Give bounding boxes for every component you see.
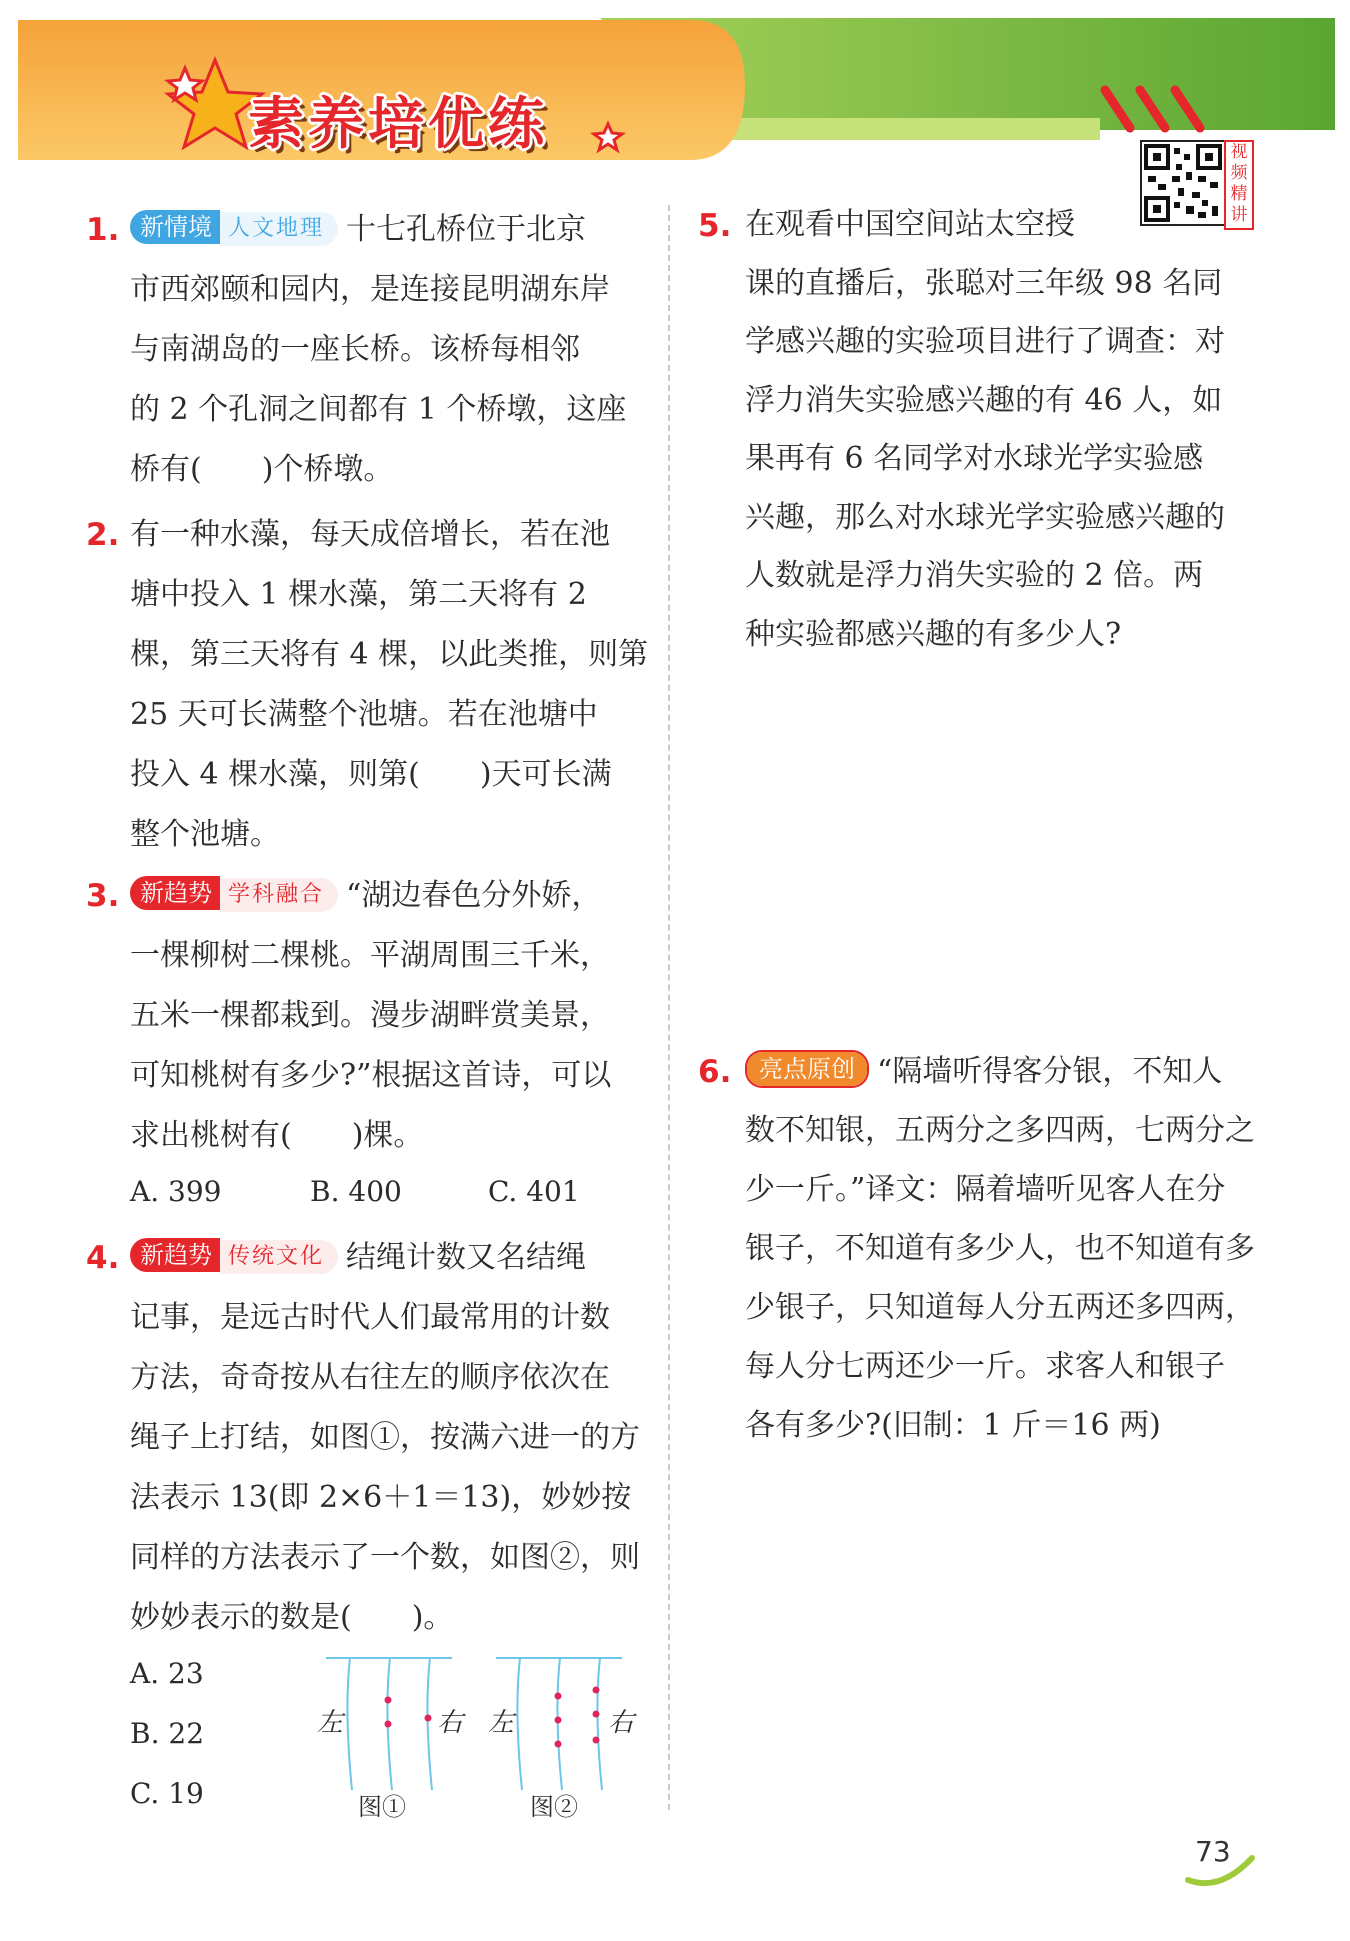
q4-option-b[interactable]: B. 22 (130, 1717, 205, 1750)
knot-dot (555, 1741, 562, 1748)
column-divider (668, 205, 670, 1810)
q4-tag (130, 1238, 338, 1272)
q1-number: 1. (86, 212, 120, 248)
q6-line: “隔墙听得客分银，不知人 (877, 1054, 1223, 1089)
knot-dot (555, 1693, 562, 1700)
q2-line: 25 天可长满整个池塘。若在池塘中 (130, 697, 598, 732)
q6-tag (745, 1050, 869, 1088)
knot-figures (320, 1650, 630, 1795)
q3-option-a[interactable]: A. 399 (130, 1175, 222, 1208)
q3-number: 3. (86, 878, 120, 914)
q5-line: 兴趣，那么对水球光学实验感兴趣的 (745, 499, 1225, 535)
knot-dot (593, 1711, 600, 1718)
q3-option-b[interactable]: B. 400 (310, 1175, 402, 1208)
knot-dot (555, 1717, 562, 1724)
q2-line: 塘中投入 1 棵水藻，第二天将有 2 (130, 577, 587, 612)
q1-line: 桥有( )个桥墩。 (130, 452, 394, 487)
q6-line: 各有多少?(旧制：1 斤＝16 两) (745, 1408, 1161, 1443)
knot-dot (425, 1715, 432, 1722)
q2-number: 2. (86, 517, 120, 553)
q6-line: 银子，不知道有多少人，也不知道有多 (745, 1231, 1255, 1266)
q4-line: 同样的方法表示了一个数，如图②，则 (130, 1540, 640, 1575)
q3-line: 五米一棵都栽到。漫步湖畔赏美景， (130, 998, 610, 1033)
q3-tag (130, 876, 338, 910)
q5-line: 学感兴趣的实验项目进行了调查：对 (745, 324, 1225, 359)
q5-line: 果再有 6 名同学对水球光学实验感 (745, 441, 1204, 476)
q3-line: 可知桃树有多少?”根据这首诗，可以 (130, 1058, 612, 1093)
q6-line: 少银子，只知道每人分五两还多四两， (745, 1290, 1255, 1325)
q1-tag-main: 新情境 (130, 210, 220, 244)
q5-line: 种实验都感兴趣的有多少人? (745, 616, 1122, 652)
q4-option-a[interactable]: A. 23 (130, 1657, 204, 1690)
q1-line: 的 2 个孔洞之间都有 1 个桥墩，这座 (130, 392, 627, 427)
q1-line: 十七孔桥位于北京 (346, 212, 587, 247)
q4-line: 绳子上打结，如图①，按满六进一的方 (130, 1420, 640, 1455)
q3-line: “湖边春色分外娇， (346, 878, 602, 913)
q4-line: 结绳计数又名结绳 (346, 1240, 587, 1275)
question-3 (130, 866, 650, 1166)
q3-option-c[interactable]: C. 401 (488, 1175, 580, 1208)
q2-line: 整个池塘。 (130, 817, 280, 852)
knot-dot (593, 1687, 600, 1694)
figure-2-rope (496, 1658, 622, 1790)
q4-tag-main: 新趋势 (130, 1238, 220, 1272)
q2-line: 棵，第三天将有 4 棵，以此类推，则第 (130, 637, 649, 672)
q6-tag-main: 亮点原创 (747, 1052, 867, 1086)
q5-line: 在观看中国空间站太空授 (745, 207, 1075, 242)
q4-line: 妙妙表示的数是( )。 (130, 1600, 454, 1635)
q2-line: 投入 4 棵水藻，则第( )天可长满 (130, 757, 612, 792)
question-6 (745, 1042, 1265, 1455)
page-title: 素养培优练 (248, 92, 548, 157)
q5-line: 课的直播后，张聪对三年级 98 名同 (745, 265, 1223, 301)
q1-line: 市西郊颐和园内，是连接昆明湖东岸 (130, 272, 610, 307)
q1-tag (130, 210, 338, 244)
q1-line: 与南湖岛的一座长桥。该桥每相邻 (130, 332, 580, 367)
fig2-right-label: 右 (608, 1708, 635, 1738)
q5-line: 浮力消失实验感兴趣的有 46 人，如 (745, 382, 1223, 418)
q4-line: 方法，奇奇按从右往左的顺序依次在 (130, 1360, 610, 1395)
question-1 (130, 200, 650, 500)
q5-number: 5. (698, 208, 732, 244)
q1-tag-sub: 人文地理 (220, 212, 338, 246)
q3-tag-sub: 学科融合 (220, 878, 338, 912)
q3-line: 一棵柳树二棵桃。平湖周围三千米， (130, 938, 610, 973)
knot-dot (385, 1697, 392, 1704)
page-number: 73 (1195, 1835, 1231, 1868)
q4-line: 记事，是远古时代人们最常用的计数 (130, 1300, 610, 1335)
q6-number: 6. (698, 1054, 732, 1090)
question-5 (745, 196, 1265, 664)
q5-line: 人数就是浮力消失实验的 2 倍。两 (745, 558, 1204, 593)
q2-line: 有一种水藻，每天成倍增长，若在池 (130, 517, 610, 552)
fig1-caption: 图① (358, 1793, 406, 1821)
fig1-right-label: 右 (437, 1708, 464, 1738)
fig1-left-label: 左 (317, 1708, 344, 1738)
knot-dot (385, 1721, 392, 1728)
qr-label: 视频精讲 (1224, 140, 1254, 230)
q4-line: 法表示 13(即 2×6＋1＝13)，妙妙按 (130, 1480, 632, 1515)
question-2 (130, 505, 650, 865)
q4-option-c[interactable]: C. 19 (130, 1777, 204, 1810)
figure-1-rope (326, 1658, 452, 1790)
knot-dot (593, 1737, 600, 1744)
q6-line: 少一斤。”译文：隔着墙听见客人在分 (745, 1172, 1226, 1207)
q4-tag-sub: 传统文化 (220, 1240, 338, 1274)
q3-line: 求出桃树有( )棵。 (130, 1118, 424, 1153)
fig2-left-label: 左 (488, 1708, 515, 1738)
q4-number: 4. (86, 1240, 120, 1276)
q6-line: 每人分七两还少一斤。求客人和银子 (745, 1349, 1225, 1384)
fig2-caption: 图② (530, 1793, 578, 1821)
q3-tag-main: 新趋势 (130, 876, 220, 910)
question-4 (130, 1228, 650, 1648)
q6-line: 数不知银，五两分之多四两，七两分之 (745, 1113, 1255, 1148)
